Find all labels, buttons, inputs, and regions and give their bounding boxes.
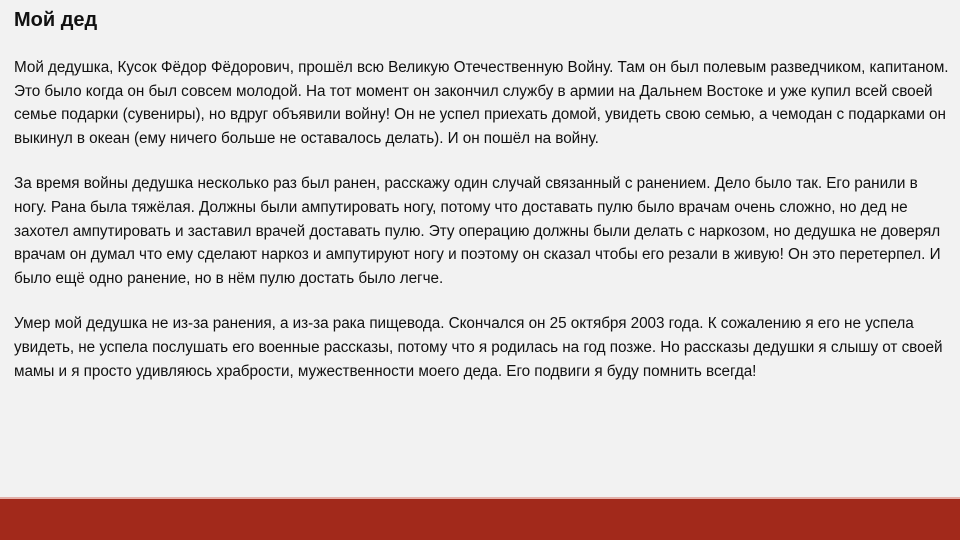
paragraph-1: Мой дедушка, Кусок Фёдор Фёдорович, прошёл всю Великую Отечественную Войну. Там он был полевым разведчиком, капитаном. Это было когда он был совсем молодой. На тот момент он закончил службу в армии на Дальнем Востоке и уже купил всей своей семье подарки (сувениры), но вдруг объявили войну! Он не успел приехать домой, увидеть свою семью, а чемодан с подарками он выкинул в океан (ему ничего больше не оставалось делать). И он пошёл на войну. — [14, 59, 949, 147]
paragraph-2: За время войны дедушка несколько раз был ранен, расскажу один случай связанный с ранением. Дело было так. Его ранили в ногу. Рана была тяжёлая. Должны были ампутировать ногу, потому что доставать пулю было врачам очень сложно, но дед не захотел ампутировать и заставил врачей доставать пулю. Эту операцию должны были делать с наркозом, но дедушка не доверял врачам он думал что ему сделают наркоз и ампутируют ногу и поэтому он сказал чтобы его резали в живую! Он это перетерпел. И было ещё одно ранение, но в нём пулю достать было легче. — [14, 175, 941, 287]
footer-bar — [0, 497, 960, 540]
slide-body — [14, 56, 949, 405]
slide-title: Мой дед — [14, 9, 98, 31]
paragraph-3: Умер мой дедушка не из-за ранения, а из-за рака пищевода. Скончался он 25 октября 2003 года. К сожалению я его не успела увидеть, не успела послушать его военные рассказы, потому что я родилась на год позже. Но рассказы дедушки я слышу от своей мамы и я просто удивляюсь храбрости, мужественности моего деда. Его подвиги я буду помнить всегда! — [14, 315, 943, 380]
